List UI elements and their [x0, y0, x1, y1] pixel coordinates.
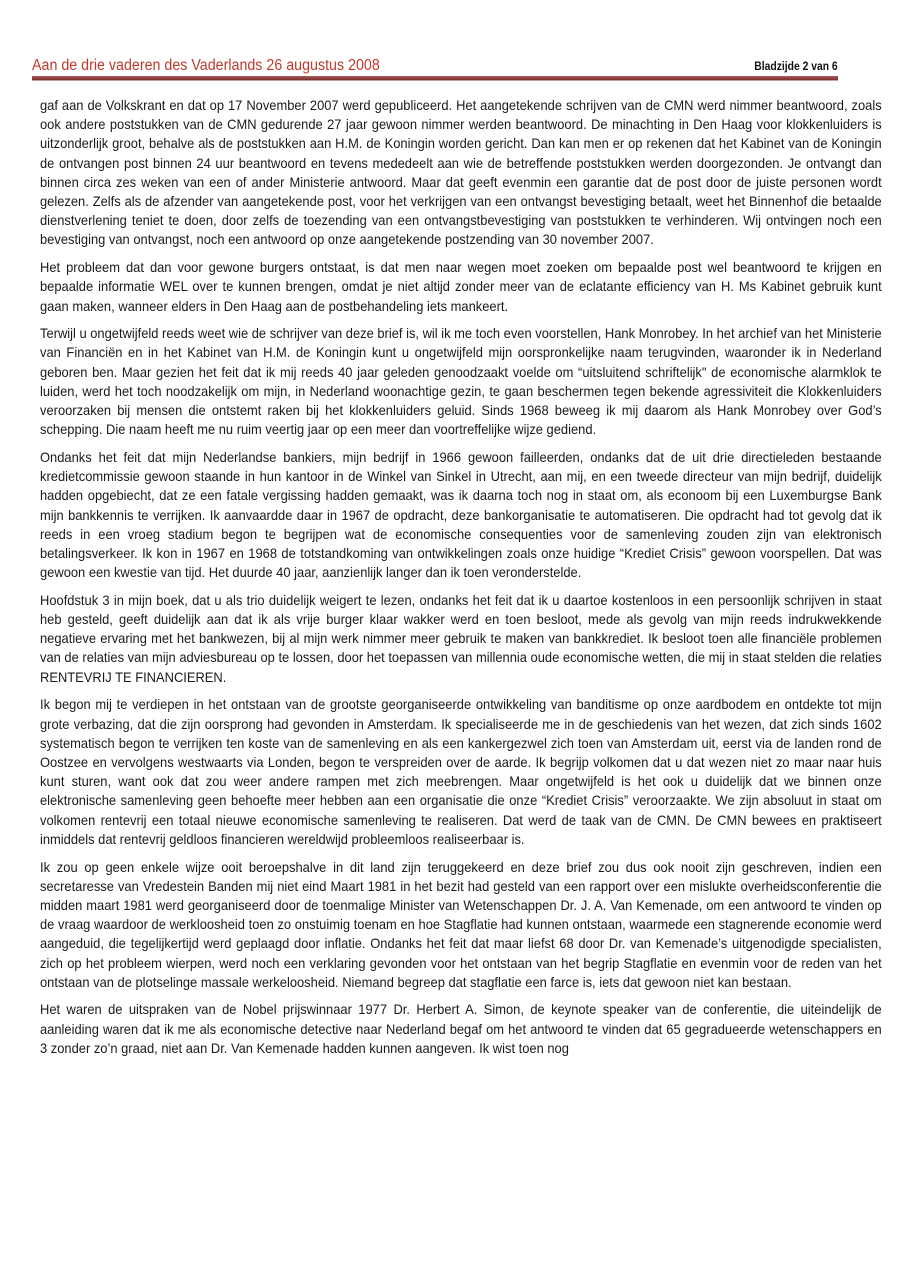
paragraph-5: Hoofdstuk 3 in mijn boek, dat u als trio duidelijk weigert te lezen, ondanks het feit dat ik u daartoe kostenloos in een persoonlijk schrijven in staat heb gesteld, geeft duidelijk aan dat ik als vrije burger klaar wakker werd en toen besloot, mede als gevolg van mijn reeds indrukwekkende negatieve ervaring met het bankwezen, bij al mijn werk nimmer meer gebruik te maken van bankkrediet. Ik besloot toen alle financiële problemen van de relaties van mijn adviesbureau op te lossen, door het toepassen van millennia oude economische wetten, die mij in staat stelden die relaties RENTEVRIJ TE FINANCIEREN.	[40, 592, 882, 685]
paragraph-3: Terwijl u ongetwijfeld reeds weet wie de schrijver van deze brief is, wil ik me toch even voorstellen, Hank Monrobey. In het archief van het Ministerie van Financiën en in het Kabinet van H.M. de Koningin kunt u ongetwijfeld mijn oorspronkelijke naam terugvinden, waaronder ik in Nederland geboren ben. Maar gezien het feit dat ik mij reeds 40 jaar geleden genoodzaakt voelde om “uitsluitend schriftelijk" de economische alarmklok te luiden, werd het toch noodzakelijk om mijn, in Nederland woonachtige gezin, te gaan beschermen tegen bekende agressiviteit die Klokkenluiders veroorzaken bij mensen die ontstemt raken bij het klokkenluiders geluid. Sinds 1968 beweeg ik mij daarom als Hank Monrobey over God’s schepping. Die naam heeft me nu ruim veertig jaar op een meer dan voortreffelijke wijze gediend.	[40, 326, 882, 438]
page-number: Bladzijde 2 van 6	[754, 61, 838, 73]
paragraph-6: Ik begon mij te verdiepen in het ontstaan van de grootste georganiseerde ontwikkeling van banditisme op onze aardbodem en ontdekte tot mijn grote verbazing, dat die zijn oorsprong had gevonden in Amsterdam. Ik specialiseerde me in de geschiedenis van het wezen, dat zich sinds 1602 systematisch begon te verrijken ten koste van de samenleving en als een kankergezwel zich toen van Amsterdam uit, eerst via de landen rond de Oostzee en vervolgens westwaarts via Londen, begon te verspreiden over de aarde. Ik begrijp volkomen dat u dat wezen niet zo maar naar huis kunt sturen, want ook dat zou weer andere rampen met zich meebrengen. Maar ongetwijfeld is het ook u duidelijk dat we binnen onze elektronische samenleving geen behoefte meer hebben aan een organisatie die onze “Krediet Crisis” veroorzaakte. We zijn absoluut in staat om volkomen rentevrij een totaal nieuwe economische samenleving te realiseren. Dat werd de taak van de CMN. De CMN bewees en praktiseert inmiddels dat rentevrij geldloos financieren wereldwijd probleemloos realiseerbaar is.	[40, 697, 882, 847]
paragraph-8: Het waren de uitspraken van de Nobel prijswinnaar 1977 Dr. Herbert A. Simon, de keynote speaker van de conferentie, die uiteindelijk de aanleiding waren dat ik me als economische detective naar Nederland begaf om het antwoord te vinden dat 65 gegradueerde wetenschappers en 3 zonder zo’n graad, niet aan Dr. Van Kemenade hadden kunnen aangeven. Ik wist toen nog	[40, 1002, 882, 1056]
document-title: Aan de drie vaderen des Vaderlands 26 augustus 2008	[32, 57, 380, 74]
paragraph-2: Het probleem dat dan voor gewone burgers ontstaat, is dat men naar wegen moet zoeken om bepaalde post wel beantwoord te krijgen en bepaalde informatie WEL over te kunnen brengen, omdat je niet altijd zonder meer van de eclatante efficiency van H. Ms Kabinet gebruik kunt gaan maken, wanneer elders in Den Haag aan de postbehandeling iets mankeert.	[40, 260, 882, 314]
paragraph-1: gaf aan de Volkskrant en dat op 17 November 2007 werd gepubliceerd. Het aangetekende schrijven van de CMN werd nimmer beantwoord, zoals ook andere poststukken van de CMN gedurende 27 jaar gewoon nimmer werden beantwoord. De minachting in Den Haag voor klokkenluiders is uitzonderlijk groot, behalve als de poststukken aan H.M. de Koningin worden gericht. Dan kan men er op rekenen dat het Kabinet van de Koningin de ontvangen post binnen 24 uur beantwoord en tevens mededeelt aan wie de betreffende poststukken werden doorgezonden. Je ontvangt dan binnen circa zes weken van een of ander Ministerie antwoord. Maar dat geeft evenmin een garantie dat de post door de juiste personen wordt gelezen. Zelfs als de afzender van aangetekende post, voor het verkrijgen van een ontvangst bevestiging betaalt, weet het Binnenhof die betaalde dienstverlening teniet te doen, door zelfs de toezending van een ontvangstbevestiging van poststukken te verhinderen. Wij ontvingen noch een bevestiging van ontvangst, noch een antwoord op onze aangetekende postzending van 30 november 2007.	[40, 98, 882, 248]
paragraph-7: Ik zou op geen enkele wijze ooit beroepshalve in dit land zijn teruggekeerd en deze brief zou dus ook nooit zijn geschreven, indien een secretaresse van Vredestein Banden mij niet eind Maart 1981 in het bezit had gesteld van een rapport over een mislukte overheidsconferentie die midden maart 1981 werd georganiseerd door de toenmalige Minister van Wetenschappen Dr. J. A. Van Kemenade, om een antwoord te vinden op de vraag waardoor de werkloosheid toen zo onstuimig toenam en hoe Stagflatie had kunnen ontstaan, waarmede een stagnerende economie werd aangeduid, die tegelijkertijd werd geplaagd door inflatie. Ondanks het feit dat maar liefst 68 door Dr. van Kemenade’s uitgenodigde specialisten, zich op het probleem wierpen, werd noch een verklaring gevonden voor het ontstaan van het begrip Stagflatie en evenmin voor de reden van het ontstaan van de plotselinge massale werkeloosheid. Niemand begreep dat stagflatie een farce is, iets dat gewoon niet kan bestaan.	[40, 859, 882, 990]
letter-body	[40, 96, 882, 1067]
paragraph-4: Ondanks het feit dat mijn Nederlandse bankiers, mijn bedrijf in 1966 gewoon failleerden, ondanks dat de uit drie directieleden bestaande kredietcommissie gewoon staande in hun kantoor in de Winkel van Sinkel in Utrecht, aan mij, en een tweede directeur van mijn bedrijf, duidelijk hadden opgebiecht, dat ze een fatale vergissing hadden gemaakt, was ik daarna toch nog in staat om, als econoom bij een Luxemburgse Bank mijn bankkennis te verrijken. Ik aanvaardde daar in 1967 de opdracht, deze bankorganisatie te automatiseren. Die opdracht had tot gevolg dat ik reeds in een vroeg stadium begon te begrijpen wat de economische consequenties voor de samenleving zouden zijn van elektronisch betalingsverkeer. Ik kon in 1967 en 1968 de totstandkoming van ontwikkelingen zoals onze huidige “Krediet Crisis” gewoon voorspellen. Dat was gewoon een kwestie van tijd. Het duurde 40 jaar, aanzienlijk langer dan ik toen veronderstelde.	[40, 449, 882, 581]
header-divider	[32, 76, 838, 81]
